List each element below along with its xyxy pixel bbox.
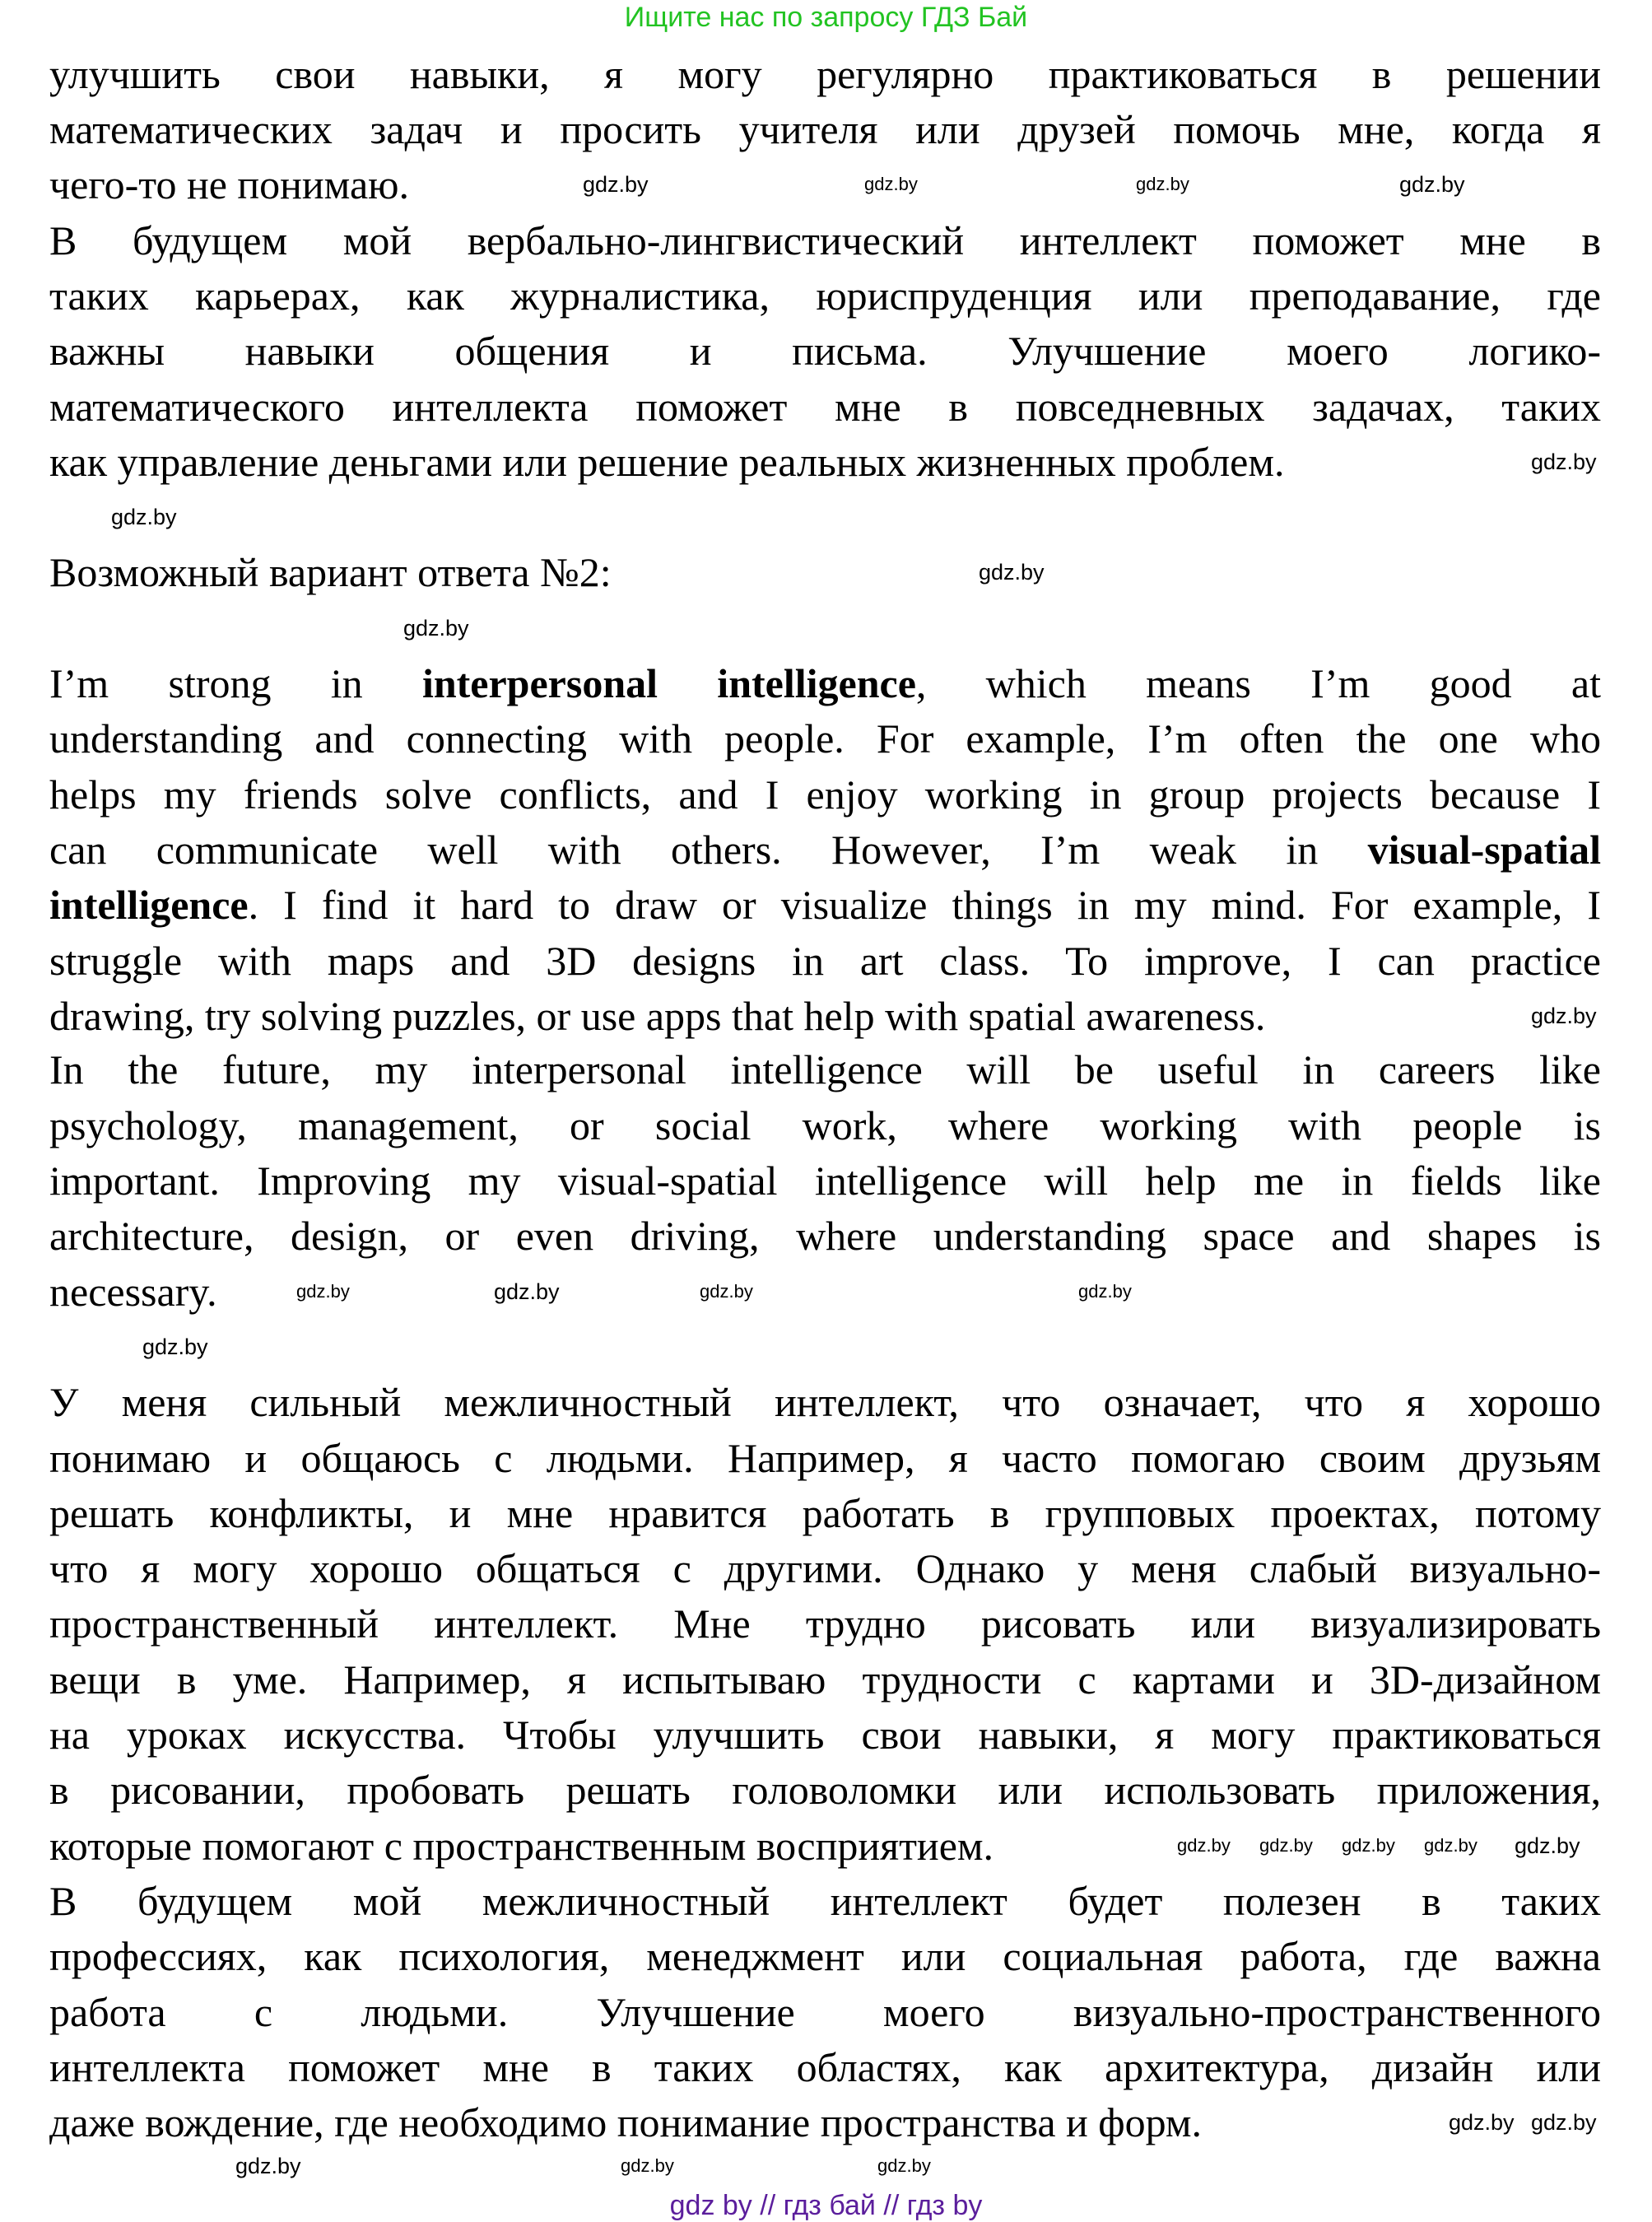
- text-line: [49, 2043, 1601, 2092]
- text-line: [49, 1876, 1601, 1926]
- text-segment: математических задач и просить учителя или друзей помочь мне, когда я: [49, 106, 1601, 152]
- text-line: [49, 216, 1601, 265]
- watermark: gdz.by: [142, 1335, 208, 1359]
- text-line: [49, 105, 1601, 154]
- text-line: [49, 1211, 1601, 1260]
- text-segment: интеллекта поможет мне в таких областях, как архитектура, дизайн или: [49, 2044, 1601, 2090]
- text-line: [49, 1101, 1601, 1150]
- text-line: [49, 1931, 1601, 1981]
- text-segment: математического интеллекта поможет мне в повседневных задачах, таких: [49, 384, 1601, 430]
- text-segment: У меня сильный межличностный интеллект, что означает, что я хорошо: [49, 1379, 1601, 1425]
- text-segment: necessary.: [49, 1269, 217, 1315]
- text-line: [49, 326, 1601, 375]
- text-segment: что я могу хорошо общаться с другими. Однако у меня слабый визуально-: [49, 1545, 1601, 1591]
- text-segment: пространственный интеллект. Мне трудно рисовать или визуализировать: [49, 1600, 1601, 1647]
- text-line: [49, 1156, 1601, 1205]
- text-line: [49, 160, 409, 209]
- text-segment: улучшить свои навыки, я могу регулярно практиковаться в решении: [49, 51, 1601, 97]
- watermark: gdz.by: [1342, 1835, 1395, 1856]
- text-segment: psychology, management, or social work, where working with people is: [49, 1102, 1601, 1148]
- text-line: [49, 437, 1285, 487]
- bold-term: visual-spatial: [1367, 827, 1601, 873]
- text-line: [49, 271, 1601, 320]
- text-segment: чего-то не понимаю.: [49, 161, 410, 207]
- footer-links[interactable]: gdz by // гдз бай // гдз by: [669, 2190, 983, 2221]
- text-segment: даже вождение, где необходимо понимание пространства и форм.: [49, 2099, 1203, 2145]
- text-segment: в рисовании, пробовать решать головоломки или использовать приложения,: [49, 1767, 1601, 1813]
- text-line: [49, 1655, 1601, 1704]
- watermark: gdz.by: [296, 1281, 350, 1302]
- text-segment: понимаю и общаюсь с людьми. Например, я часто помогаю своим друзьям: [49, 1435, 1601, 1481]
- watermark: gdz.by: [700, 1281, 753, 1302]
- text-segment: важны навыки общения и письма. Улучшение моего логико-: [49, 328, 1601, 374]
- watermark: gdz.by: [621, 2155, 674, 2176]
- watermark: gdz.by: [403, 616, 469, 641]
- text-line: [49, 1267, 217, 1316]
- text-line: [49, 770, 1601, 819]
- text-line: [49, 1544, 1601, 1593]
- text-line: [49, 1710, 1601, 1759]
- text-line: [49, 991, 1265, 1041]
- watermark: gdz.by: [1136, 174, 1189, 194]
- watermark: gdz.by: [1515, 1833, 1580, 1858]
- text-segment: I’m strong in: [49, 660, 422, 706]
- text-line: [49, 659, 1601, 708]
- text-line: [49, 880, 1601, 929]
- text-line: [49, 1433, 1601, 1483]
- text-segment: В будущем мой вербально-лингвистический интеллект поможет мне в: [49, 217, 1601, 263]
- text-segment: architecture, design, or even driving, where understanding space and shapes is: [49, 1213, 1601, 1259]
- watermark: gdz.by: [1531, 2110, 1597, 2135]
- watermark: gdz.by: [583, 172, 649, 197]
- text-segment: helps my friends solve conflicts, and I enjoy working in group projects because I: [49, 771, 1601, 818]
- text-segment: Возможный вариант ответа №2:: [49, 549, 612, 595]
- text-line: [49, 1765, 1601, 1814]
- text-line: [49, 936, 1601, 985]
- text-segment: как управление деньгами или решение реальных жизненных проблем.: [49, 439, 1285, 485]
- watermark: gdz.by: [864, 174, 918, 194]
- text-segment: drawing, try solving puzzles, or use apps that help with spatial awareness.: [49, 993, 1266, 1039]
- text-segment: important. Improving my visual-spatial intelligence will help me in fields like: [49, 1158, 1601, 1204]
- text-segment: can communicate well with others. However, I’m weak in: [49, 827, 1368, 873]
- text-segment: решать конфликты, и мне нравится работать в групповых проектах, потому: [49, 1490, 1601, 1536]
- text-segment: вещи в уме. Например, я испытываю трудности с картами и 3D-дизайном: [49, 1656, 1601, 1703]
- text-segment: struggle with maps and 3D designs in art class. To improve, I can practice: [49, 938, 1601, 984]
- text-segment: на уроках искусства. Чтобы улучшить свои навыки, я могу практиковаться: [49, 1712, 1601, 1758]
- text-line: [49, 382, 1601, 431]
- text-segment: таких карьерах, как журналистика, юриспруденция или преподавание, где: [49, 273, 1601, 319]
- text-line: [49, 1488, 1601, 1538]
- text-segment: профессиях, как психология, менеджмент или социальная работа, где важна: [49, 1933, 1601, 1979]
- watermark: gdz.by: [235, 2154, 301, 2178]
- text-segment: , which means I’m good at: [915, 660, 1601, 706]
- watermark: gdz.by: [1078, 1281, 1132, 1302]
- text-segment: работа с людьми. Улучшение моего визуально-пространственного: [49, 1989, 1601, 2035]
- watermark: gdz.by: [111, 505, 177, 529]
- text-segment: . I find it hard to draw or visualize things in my mind. For example, I: [248, 882, 1601, 928]
- bold-term: intelligence: [49, 882, 249, 928]
- watermark: gdz.by: [494, 1279, 560, 1304]
- text-line: [49, 1377, 1601, 1427]
- text-line: [49, 1987, 1601, 2037]
- text-line: [49, 825, 1601, 874]
- watermark: gdz.by: [1449, 2110, 1515, 2135]
- watermark: gdz.by: [1424, 1835, 1477, 1856]
- watermark: gdz.by: [877, 2155, 931, 2176]
- text-line: [49, 1045, 1601, 1094]
- watermark: gdz.by: [1399, 172, 1465, 197]
- watermark: gdz.by: [1531, 1004, 1597, 1028]
- text-segment: In the future, my interpersonal intelligence will be useful in careers like: [49, 1046, 1601, 1092]
- watermark: gdz.by: [1259, 1835, 1313, 1856]
- text-line: [49, 2098, 1202, 2147]
- text-line: [49, 714, 1601, 763]
- watermark: gdz.by: [1177, 1835, 1231, 1856]
- text-line: [49, 1821, 994, 1870]
- text-line: [49, 1599, 1601, 1648]
- text-segment: В будущем мой межличностный интеллект будет полезен в таких: [49, 1878, 1601, 1924]
- search-hint-banner: Ищите нас по запросу ГДЗ Бай: [624, 2, 1028, 33]
- text-segment: understanding and connecting with people. For example, I’m often the one who: [49, 715, 1601, 762]
- watermark: gdz.by: [1531, 450, 1597, 474]
- section-heading: [49, 547, 612, 597]
- text-segment: которые помогают с пространственным восприятием.: [49, 1823, 994, 1869]
- watermark: gdz.by: [979, 560, 1045, 585]
- text-line: [49, 49, 1601, 99]
- bold-term: interpersonal intelligence: [421, 660, 916, 706]
